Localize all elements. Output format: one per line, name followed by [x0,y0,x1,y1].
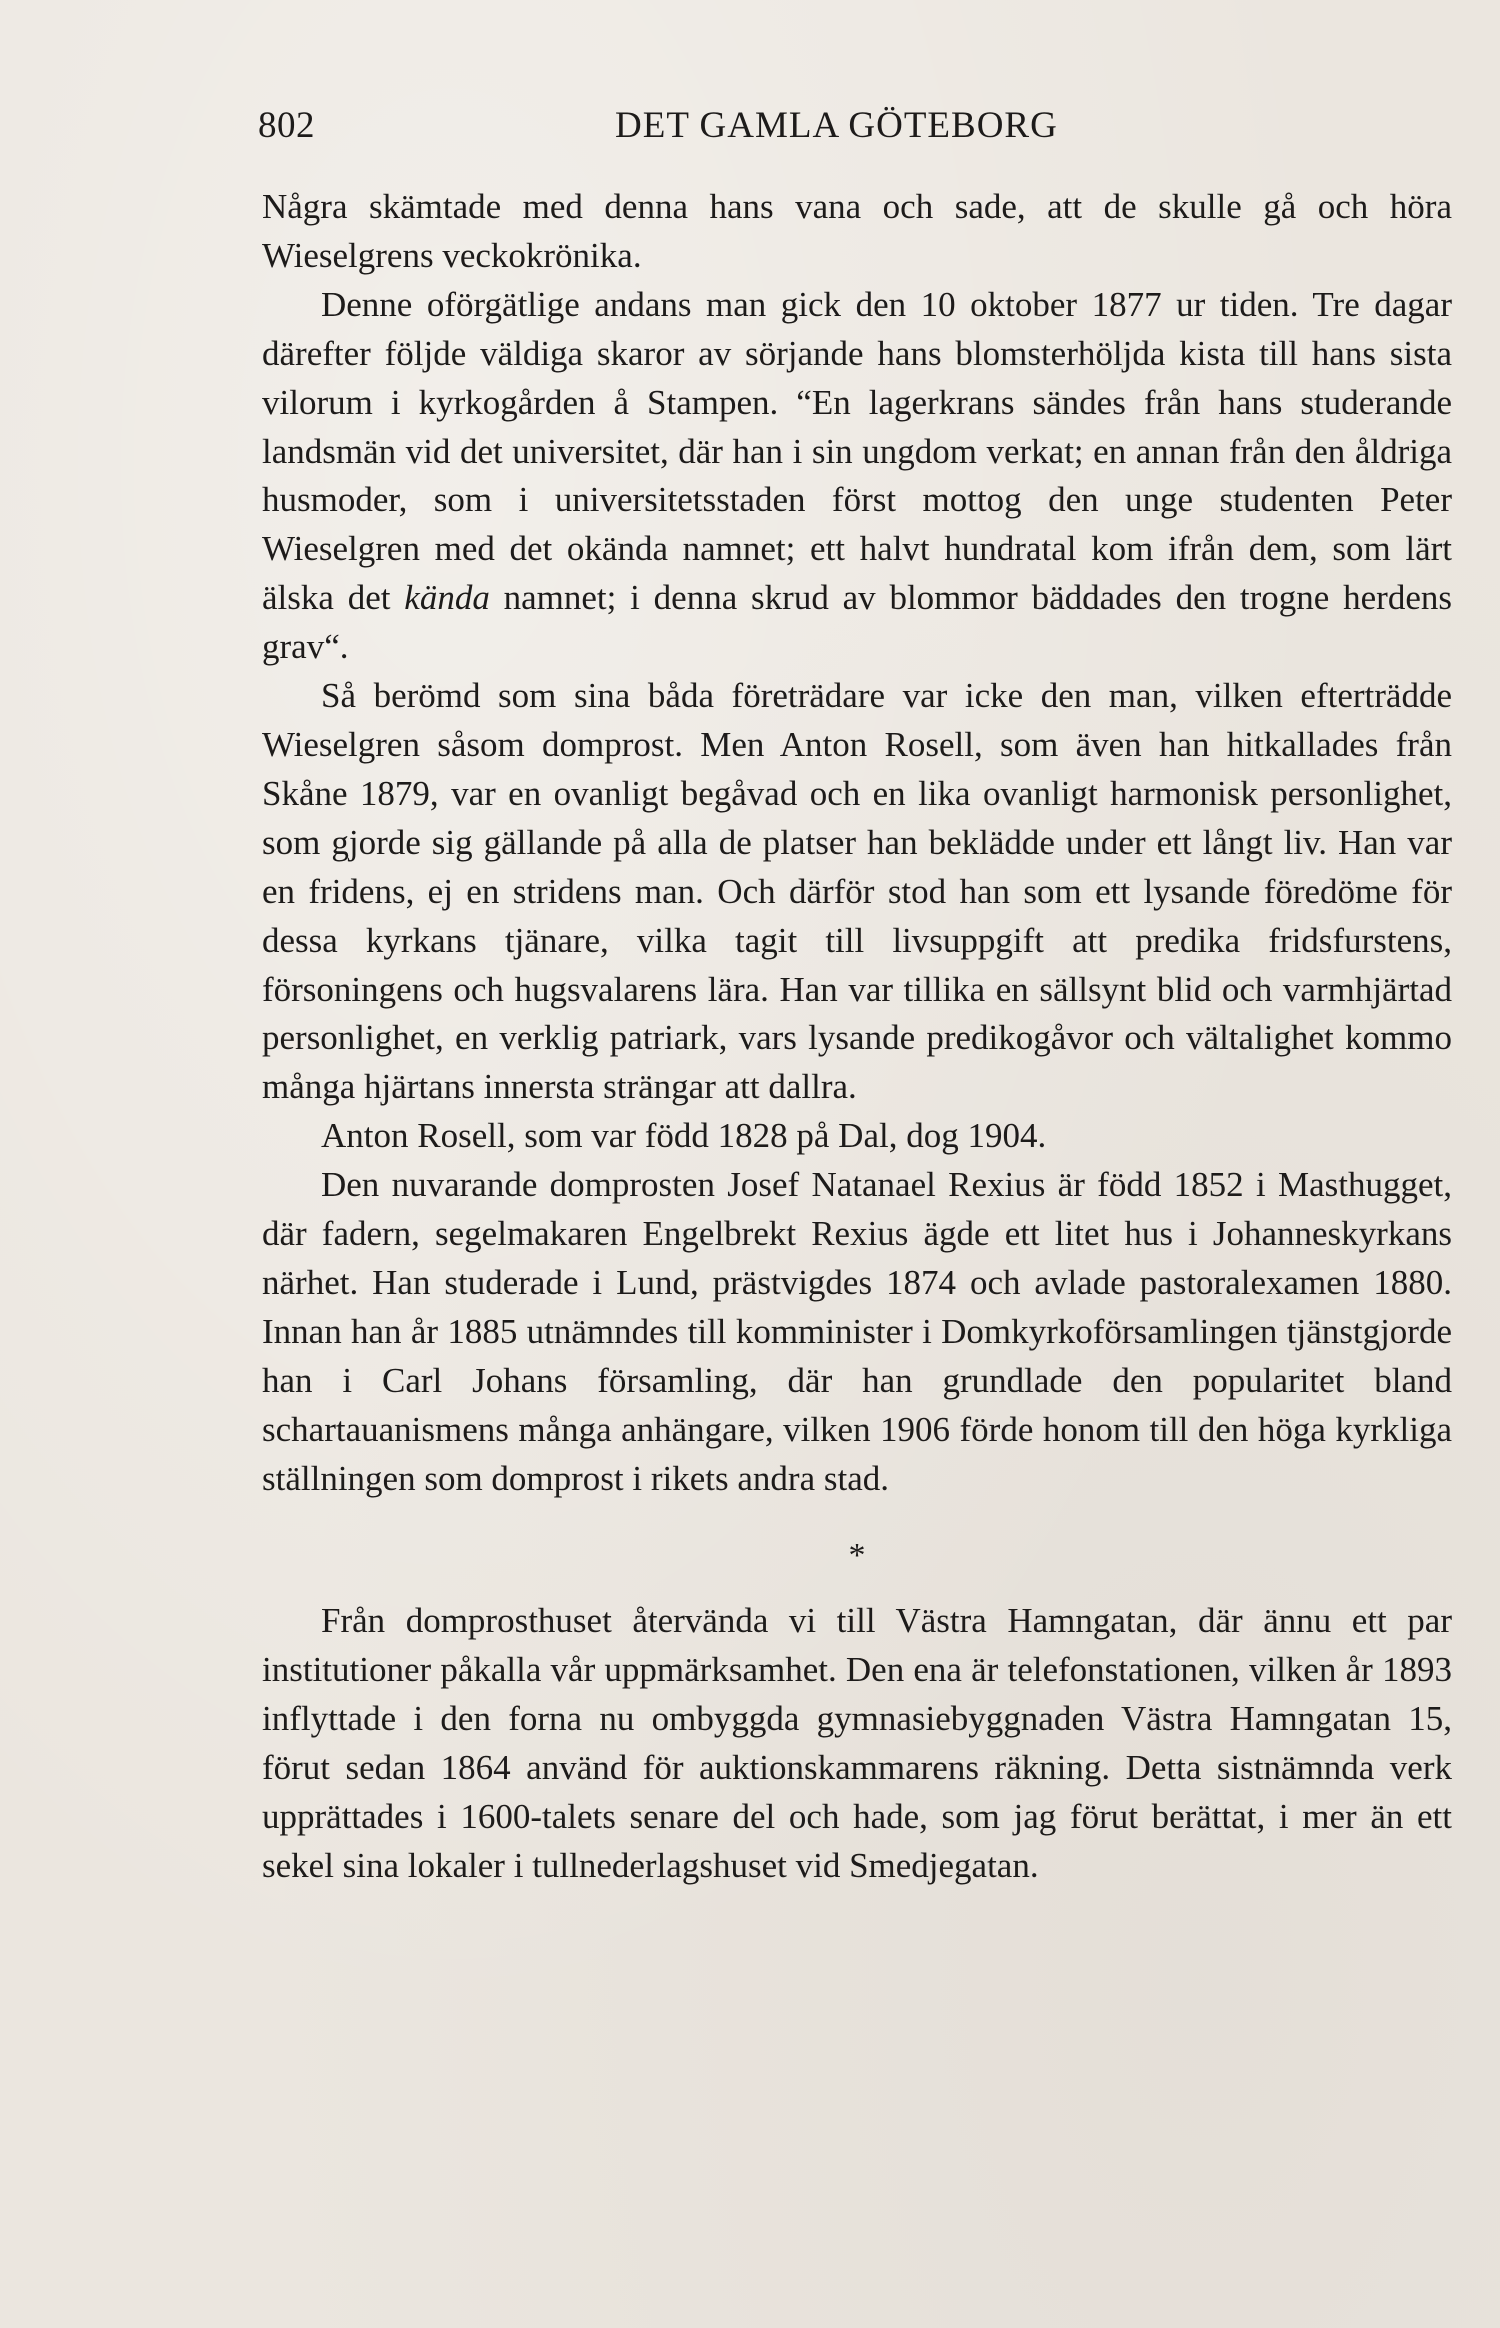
italic-word: kända [404,578,490,618]
paragraph-1: Några skämtade med denna hans vana och sade, att de skulle gå och höra Wieselgrens veckokrönika. [262,187,1452,275]
paragraph-2 [262,281,1452,672]
paragraph-4: Anton Rosell, som var född 1828 på Dal, dog 1904. [321,1116,1047,1156]
page-header [258,104,1453,156]
running-title: DET GAMLA GÖTEBORG [615,105,1058,146]
section-separator: * [848,1537,866,1575]
paragraph-3: Så berömd som sina båda företrädare var icke den man, vilken efterträdde Wieselgren såsom domprost. Men Anton Rosell, som även han hitkallades från Skåne 1879, var en ovanligt begåvad och en lika ovanligt harmonisk personlighet, som gjorde sig gällande på alla de platser han beklädde under ett långt liv. Han var en fridens, ej en stridens man. Och därför stod han som ett lysande föredöme för dessa kyrkans tjänare, vilka tagit till livsuppgift att predika fridsfurstens, försoningens och hugsvalarens lära. Han var tillika en sällsynt blid och varmhjärtad personlighet, en verklig patriark, vars lysande predikogåvor och vältalighet kommo många hjärtans innersta strängar att dallra. [262,676,1452,1107]
paragraph-2-text-b: namnet; i denna skrud av blommor bäddades den trogne herdens grav“. [262,578,1452,667]
page-number: 802 [258,105,315,146]
paragraph-5: Den nuvarande domprosten Josef Natanael Rexius är född 1852 i Masthugget, där fadern, segelmakaren Engelbrekt Rexius ägde ett litet hus i Johanneskyrkans närhet. Han studerade i Lund, prästvigdes 1874 och avlade pastoralexamen 1880. Innan han år 1885 utnämndes till komminister i Domkyrkoförsamlingen tjänstgjorde han i Carl Johans församling, där han grundlade den popularitet bland schartauanismens många anhängare, vilken 1906 förde honom till den höga kyrkliga ställningen som domprost i rikets andra stad. [262,1165,1452,1498]
body-text [262,183,1452,1891]
paragraph-2-text-a: Denne oförgätlige andans man gick den 10 oktober 1877 ur tiden. Tre dagar därefter följde väldiga skaror av sörjande hans blomsterhöljda kista till hans sista vilorum i kyrkogården å Stampen. “En lagerkrans sändes från hans studerande landsmän vid det universitet, där han i sin ungdom verkat; en annan från den åldriga husmoder, som i universitetsstaden först mottog den unge studenten Peter Wieselgren med det okända namnet; ett halvt hundratal kom ifrån dem, som lärt älska det [262,284,1452,618]
paragraph-6: Från domprosthuset återvända vi till Västra Hamngatan, där ännu ett par institutioner påkalla vår uppmärksamhet. Den ena är telefonstationen, vilken år 1893 inflyttade i den forna nu ombyggda gymnasiebyggnaden Västra Hamngatan 15, förut sedan 1864 använd för auktionskammarens räkning. Detta sistnämnda verk upprättades i 1600-talets senare del och hade, som jag förut berättat, i mer än ett sekel sina lokaler i tullnederlagshuset vid Smedjegatan. [262,1601,1452,1885]
